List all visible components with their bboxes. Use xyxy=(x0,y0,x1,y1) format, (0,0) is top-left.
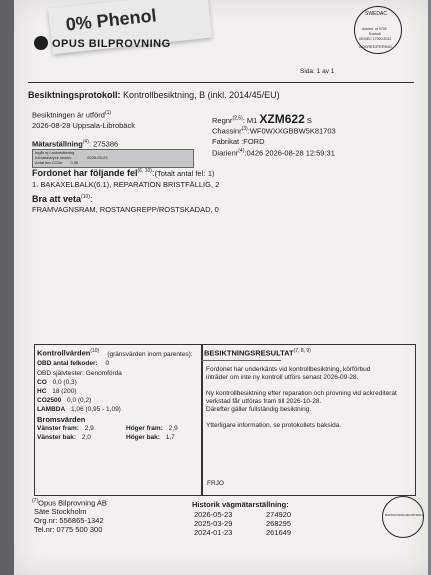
regnr-sup: (2,5) xyxy=(232,115,243,122)
faults-count: 1) xyxy=(207,169,215,178)
odometer-sup: (4) xyxy=(82,139,89,145)
climate-line2-label: Klimatavtryck sedan: xyxy=(35,155,72,160)
footer-company-sup: (7) xyxy=(32,498,39,504)
brake-hf-label: Höger fram: xyxy=(126,425,163,432)
chassi-label: Chassinr xyxy=(212,126,242,136)
co2500-value: 0,0 (0,2) xyxy=(67,397,92,404)
divider xyxy=(28,82,414,83)
opus-logo-icon xyxy=(34,36,48,50)
chassi-value: WF0WXXGBBW5K81703 xyxy=(249,126,336,136)
swedac-top-text: SWEDAC xyxy=(365,11,387,17)
obd-faults-label: OBD antal felkoder: xyxy=(37,360,98,367)
co2500-label: CO2500 xyxy=(37,397,62,404)
result-title: BESIKTNINGSRESULTAT xyxy=(204,348,294,358)
protocol-subtitle: Kontrollbesiktning, B (inkl. 2014/45/EU) xyxy=(123,90,280,100)
result-p1-line2: inträder om inte ny kontroll utförs senast 2026-09-28. xyxy=(206,374,359,381)
brake-vb-label: Vänster bak: xyxy=(37,434,77,441)
company-name: OPUS BILPROVNING xyxy=(52,38,171,50)
climate-line1: Ingår ej i ackreditering xyxy=(35,150,75,155)
history-value-2: 261649 xyxy=(266,528,292,537)
faults-title: Fordonet har följande fel xyxy=(32,168,138,178)
notes-heading: Bra att veta$^{(10)}$: xyxy=(32,194,93,204)
climate-line3-label: Antal km CO2e: xyxy=(35,160,64,165)
make-row: Fabrikat :FORD xyxy=(212,137,265,146)
history-date-1: 2025-03-29 xyxy=(194,519,233,528)
protocol-title: Besiktningsprotokoll: xyxy=(28,90,121,100)
result-p3-line1: Ytterligare information, se protokollets baksida. xyxy=(206,422,342,429)
regnr-value: XZM622 xyxy=(259,112,305,126)
brake-vb-value: 2,0 xyxy=(81,434,91,441)
footer-company: Opus Bilprovning AB xyxy=(38,498,107,508)
diary-value: 0426 2026-08-28 12:59:31 xyxy=(246,148,335,158)
make-label: Fabrikat xyxy=(212,137,240,146)
swedac-line3: ISO/IEC 17020:2012 xyxy=(359,37,392,41)
swedac-stamp-icon xyxy=(354,6,402,54)
note-item: FRAMVAGNSRAM, ROSTANGREPP/ROSTSKADAD, 0 xyxy=(32,205,219,214)
hc-value: 18 (200) xyxy=(52,388,77,395)
footer-org: Org.nr: 556865-1342 xyxy=(34,516,104,525)
chassi-row: Chassinr$^{(3)}$:WF0WXXGBBW5K81703 xyxy=(212,126,336,136)
climate-line3 xyxy=(35,160,78,165)
obd-faults-row xyxy=(37,360,109,367)
faults-count-label: (Totalt antal fel: xyxy=(154,169,206,178)
swedac-bottom-text: ACKREDITERING xyxy=(359,44,392,49)
result-sup: (7, 8, 9) xyxy=(293,348,311,354)
performed-sup: (1) xyxy=(104,110,112,116)
page-of-value: 1 xyxy=(330,68,335,75)
regnr-row: Regnr$^{(2,5)}$: M1 XZM622 S xyxy=(212,112,312,126)
climate-line2-value: 2026-05-23 xyxy=(87,155,108,160)
brake-hb-value: 1,7 xyxy=(165,434,175,441)
brake-hb-row xyxy=(126,434,175,441)
obd-test-label: OBD självtester: xyxy=(37,370,84,377)
footer-phone: Tel.nr: 0775 500 300 xyxy=(34,525,103,534)
inspection-seal-icon xyxy=(382,496,424,538)
result-p2-line2: verkstad får utföras fram till 2026-10-28. xyxy=(206,398,322,405)
control-heading xyxy=(37,348,193,358)
page-number xyxy=(300,68,334,75)
co2500-row xyxy=(37,397,91,404)
co-value: 0,0 (0,3) xyxy=(52,379,77,386)
co-label: CO xyxy=(37,379,47,386)
odometer-label: Mätarställning xyxy=(32,139,83,149)
regnr-prefix: M1 xyxy=(246,116,258,125)
brake-hf-value: 2,9 xyxy=(168,425,178,432)
notes-title: Bra att veta xyxy=(32,194,82,204)
chassi-sup: (3) xyxy=(241,126,248,132)
page-value: 1 xyxy=(316,68,321,75)
performed-label-row xyxy=(32,110,111,120)
protocol-heading xyxy=(28,90,280,100)
result-p2-line3: Därefter gäller fullständig besiktning. xyxy=(206,406,312,413)
history-value-1: 268295 xyxy=(266,519,292,528)
diary-sup: (4) xyxy=(238,148,245,154)
hc-row xyxy=(37,388,76,395)
performed-label: Besiktningen är utförd xyxy=(32,110,105,120)
faults-heading: Fordonet har följande fel$^{(6, 10)}$:(Totalt antal fel: 1) xyxy=(32,168,215,178)
faults-sup: (6, 10) xyxy=(137,168,152,174)
history-value-0: 274920 xyxy=(266,510,292,519)
lambda-row xyxy=(37,406,121,413)
climate-box xyxy=(32,149,194,168)
protocol-paper xyxy=(14,0,428,575)
lambda-label: LAMBDA xyxy=(37,406,66,413)
swedac-line2: Kontroll xyxy=(369,32,381,36)
odometer-row: Mätarställning$^{(4)}$: 275386 xyxy=(32,139,119,149)
result-signature: FRJO xyxy=(207,480,224,487)
regnr-label: Regnr xyxy=(212,116,233,125)
make-value: FORD xyxy=(243,137,265,146)
result-p1-line1: Fordonet har underkänts vid kontrollbesiktning, körförbud xyxy=(206,366,371,373)
obd-test-row xyxy=(37,370,122,377)
regnr-suffix: S xyxy=(306,116,312,125)
climate-line3-value: 0,39 xyxy=(70,160,79,165)
brake-hf-row xyxy=(126,425,178,432)
co-row xyxy=(37,379,77,386)
footer-seat: Säte Stockholm xyxy=(34,507,87,516)
fault-item: 1. BAKAXELBALK(6.1), REPARATION BRISTFÄLLIG, 2 xyxy=(32,180,220,189)
history-date-2: 2024-01-23 xyxy=(194,528,233,537)
history-date-0: 2026-05-23 xyxy=(194,510,233,519)
lambda-value: 1,06 (0,95 - 1,09) xyxy=(70,406,121,413)
odometer-value: 275386 xyxy=(93,139,119,149)
control-sup: (10) xyxy=(90,348,100,354)
control-title: Kontrollvärden xyxy=(37,348,91,358)
sticker-text: 0% Phenol xyxy=(64,5,158,35)
hc-label: HC xyxy=(37,388,47,395)
diary-row: Diarienr$^{(4)}$:0426 2026-08-28 12:59:31 xyxy=(212,148,335,158)
result-p2-line1: Ny kontrollbesiktning efter reparation och provning vid ackrediterat xyxy=(206,390,397,397)
performed-value: 2026-08-28 Uppsala-Librobäck xyxy=(32,121,135,130)
seal-text: BILPROVNINGSKONTROLL xyxy=(385,513,424,517)
control-subtitle: (gränsvärden inom parentes): xyxy=(107,350,193,358)
result-heading xyxy=(204,348,311,358)
brake-hb-label: Höger bak: xyxy=(126,434,160,441)
diary-label: Diarienr xyxy=(212,148,239,158)
result-underline xyxy=(201,360,281,361)
brake-vf-row xyxy=(37,425,94,432)
brake-vf-value: 2,9 xyxy=(84,425,94,432)
page-of-label: av xyxy=(322,68,329,75)
obd-faults-value: 0 xyxy=(105,360,110,367)
swedac-line1: Ackred. nr 9702 xyxy=(362,27,387,31)
history-title: Historik vägmätarställning: xyxy=(192,500,289,509)
obd-test-value: Genomförda xyxy=(85,370,122,377)
brake-vb-row xyxy=(37,434,91,441)
page-label: Sida: xyxy=(300,68,315,75)
brakes-title: Bromsvärden xyxy=(37,415,86,424)
notes-sup: (10) xyxy=(81,194,90,200)
brake-vf-label: Vänster fram: xyxy=(37,425,79,432)
